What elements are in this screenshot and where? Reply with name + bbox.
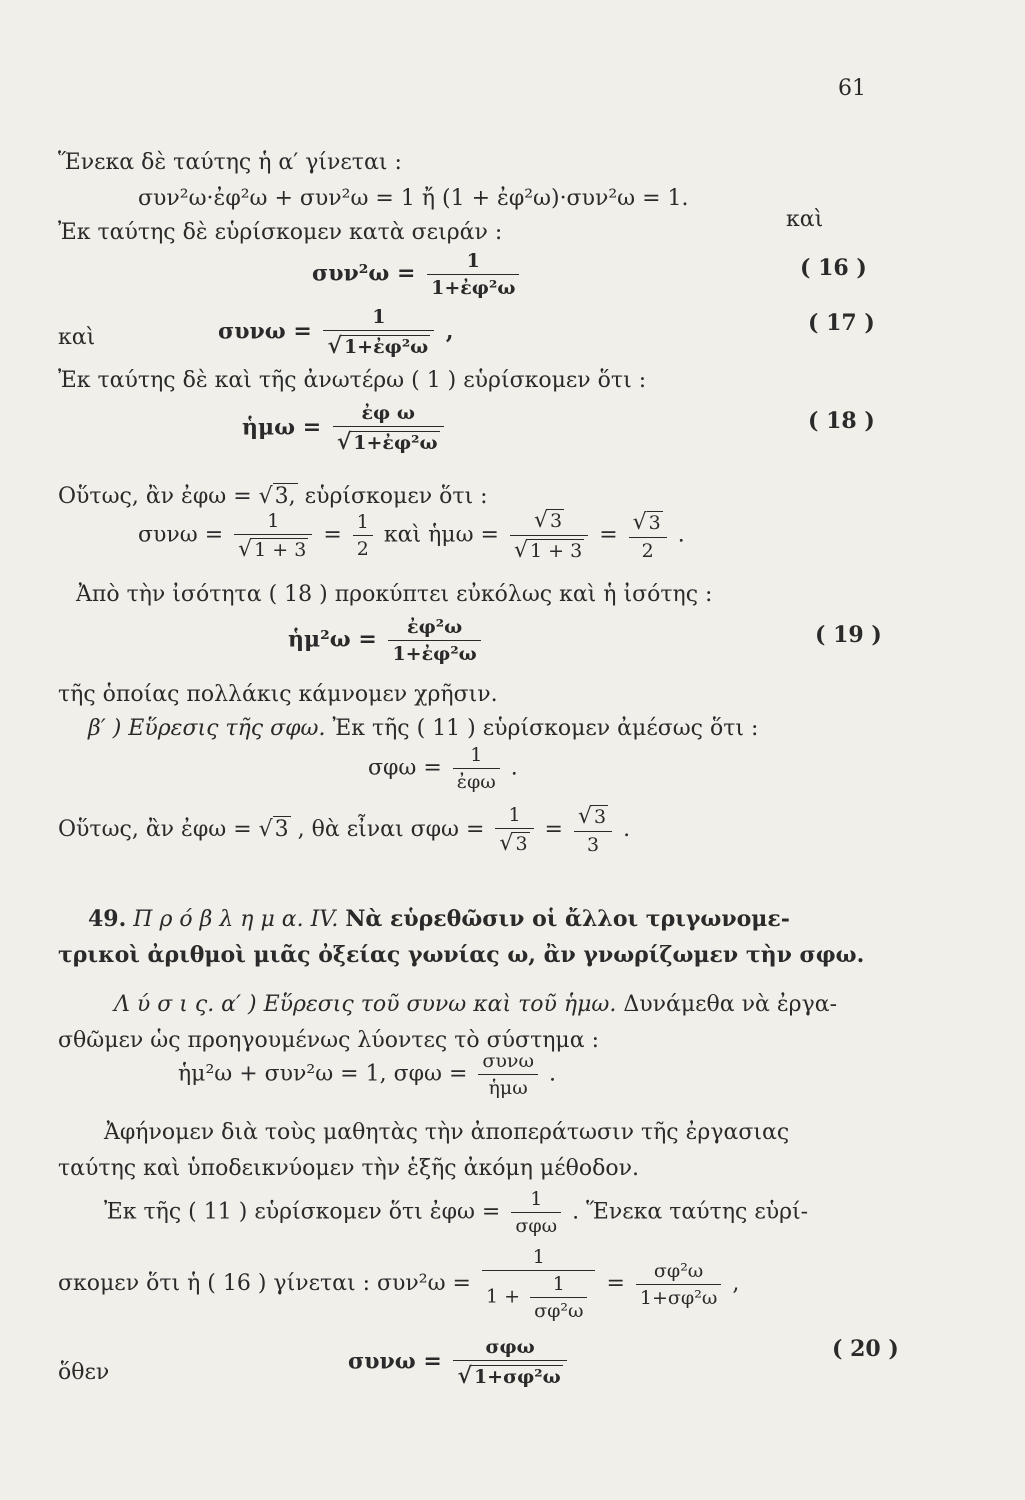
denominator: √ 1+σφ²ω <box>453 1360 566 1389</box>
equation-20 <box>348 1336 571 1389</box>
radicand: 1+ἐφ²ω <box>343 336 429 358</box>
problem-label: Π ρ ό β λ η μ α. IV. <box>133 907 339 932</box>
equation-lhs: συνω = <box>138 522 224 548</box>
denominator: 2 <box>629 537 667 562</box>
page-number: 61 <box>838 76 866 101</box>
fraction <box>453 744 500 793</box>
equation-19 <box>288 616 485 665</box>
fraction <box>574 804 612 856</box>
period: . <box>510 755 518 781</box>
text-line: Ἀπὸ τὴν ἰσότητα ( 18 ) προκύπτει εὐκόλως καὶ ἡ ἰσότης : <box>76 582 713 607</box>
numerator: σφ²ω <box>653 1259 704 1282</box>
equation-number: ( 20 ) <box>832 1336 899 1362</box>
text-span: Ἐκ τῆς ( 11 ) εὑρίσκομεν ἀμέσως ὅτι : <box>332 716 759 741</box>
equation-number: ( 17 ) <box>808 310 875 336</box>
fraction <box>478 1050 538 1099</box>
equation-cot <box>368 744 518 793</box>
text-span: . Ἕνεκα ταύτης εὑρί- <box>572 1199 809 1225</box>
denominator: ἡμω <box>478 1074 538 1099</box>
denominator: √ 3 <box>495 828 533 856</box>
text-word: καὶ <box>58 325 96 350</box>
fraction <box>388 616 480 665</box>
sqrt: √3, <box>258 484 296 509</box>
fraction <box>629 510 667 562</box>
numerator: √ 3 <box>534 508 563 533</box>
numerator: συνω <box>482 1050 534 1072</box>
equation-lhs: σφω = <box>368 755 442 781</box>
fraction <box>453 1336 566 1389</box>
radicand: 3, <box>274 484 296 509</box>
fraction <box>323 306 434 359</box>
fraction <box>530 1273 587 1322</box>
comma: , <box>445 318 454 345</box>
equals-sign: = <box>323 522 342 548</box>
radicand: 3 <box>594 806 607 828</box>
numerator: 1 <box>466 250 480 272</box>
period: . <box>677 522 685 548</box>
radicand: 1+ἐφ²ω <box>353 432 438 454</box>
fraction <box>495 804 533 856</box>
text-line: σθῶμεν ὡς προηγουμένως λύοντες τὸ σύστημα : <box>58 1028 599 1053</box>
text-span: ἡμ²ω + συν²ω = 1, σφω = <box>178 1061 468 1087</box>
radicand: 3 <box>274 817 289 842</box>
equation-line <box>58 804 630 856</box>
text-span: Οὕτως, ἂν ἐφω = <box>58 484 252 509</box>
equation-lhs: συνω = <box>348 1348 442 1375</box>
text-line: Ἐκ ταύτης δὲ εὑρίσκομεν κατὰ σειράν : <box>58 220 503 245</box>
text-line <box>58 484 488 509</box>
equals-sign: = <box>606 1271 625 1296</box>
numerator: σφω <box>485 1336 535 1358</box>
fraction <box>482 1246 596 1322</box>
denominator: 2 <box>353 535 373 560</box>
fraction <box>333 402 444 455</box>
numerator: 1 <box>372 306 386 328</box>
equals-sign: = <box>599 522 618 548</box>
solution-heading: Λ ύ σ ι ς. α′ ) Εὕρεσις τοῦ συνω καὶ τοῦ ἡμω. <box>114 992 617 1017</box>
period: . <box>548 1061 556 1087</box>
equation-example <box>138 508 685 563</box>
equation-lhs: συν²ω = <box>312 260 416 287</box>
equation-system <box>178 1050 556 1099</box>
radicand: 1+σφ²ω <box>473 1366 561 1388</box>
text-span: , θὰ εἶναι σφω = <box>297 817 485 842</box>
fraction <box>510 508 588 563</box>
subsection-heading: β′ ) Εὕρεσις τῆς σφω. <box>88 716 326 741</box>
text-span: Ἐκ τῆς ( 11 ) εὑρίσκομεν ὅτι ἐφω = <box>104 1199 501 1225</box>
denominator <box>482 1270 596 1322</box>
equation-16 <box>312 250 523 299</box>
text-span: Οὕτως, ἂν ἐφω = <box>58 817 252 842</box>
fraction <box>427 250 519 299</box>
text-span: 1 + <box>485 1285 521 1308</box>
numerator: ἐφ ω <box>361 402 415 424</box>
numerator: 1 <box>552 1273 565 1295</box>
equation-lhs: ἡμω = <box>242 414 322 441</box>
text-span: καὶ ἡμω = <box>383 522 499 548</box>
equation-lhs: συνω = <box>218 318 312 345</box>
problem-statement: Νὰ εὑρεθῶσιν οἱ ἄλλοι τριγωνομε- <box>345 906 790 932</box>
text-word: ὅθεν <box>58 1360 110 1385</box>
equals-sign: = <box>544 817 563 842</box>
equation-17 <box>218 306 454 359</box>
denominator: √ 1+ἐφ²ω <box>333 426 444 455</box>
problem-heading <box>88 906 790 932</box>
text-span: εὑρίσκομεν ὅτι : <box>304 484 488 509</box>
text-line: Ἐκ ταύτης δὲ καὶ τῆς ἀνωτέρω ( 1 ) εὑρίσκομεν ὅτι : <box>58 368 647 393</box>
denominator: 1+ἐφ²ω <box>388 640 480 665</box>
denominator: ἐφω <box>453 768 500 793</box>
text-line <box>114 992 837 1017</box>
equation-lhs: ἡμ²ω = <box>288 626 377 653</box>
denominator: 1+σφ²ω <box>636 1284 721 1309</box>
text-line: τῆς ὁποίας πολλάκις κάμνομεν χρῆσιν. <box>58 682 498 707</box>
numerator: 1 <box>532 1246 545 1268</box>
numerator: 1 <box>356 511 369 533</box>
radicand: 1 + 3 <box>530 540 583 562</box>
denominator: σφω <box>511 1212 561 1237</box>
radicand: 3 <box>648 511 661 534</box>
numerator: 1 <box>470 744 483 766</box>
text-line <box>58 1246 739 1322</box>
equation-18 <box>242 402 448 455</box>
denominator: σφ²ω <box>530 1297 587 1322</box>
radicand: 1 + 3 <box>254 538 307 561</box>
fraction <box>353 511 373 560</box>
numerator: ἐφ²ω <box>407 616 463 638</box>
fraction <box>636 1260 721 1309</box>
equation-number: ( 16 ) <box>800 255 867 281</box>
text-line <box>104 1188 808 1237</box>
equation-number: ( 19 ) <box>815 622 882 648</box>
text-span: Δυνάμεθα νὰ ἐργα- <box>623 992 838 1017</box>
sqrt: √3 <box>258 817 289 842</box>
problem-statement-cont: τρικοὶ ἀριθμοὶ μιᾶς ὀξείας γωνίας ω, ἂν γνωρίζωμεν τὴν σφω. <box>58 942 865 968</box>
comma: , <box>732 1271 740 1296</box>
text-line: Ἀφήνομεν διὰ τοὺς μαθητὰς τὴν ἀποπεράτωσιν τῆς ἐργασιας <box>104 1120 790 1145</box>
numerator: √ 3 <box>632 509 661 535</box>
radicand: 3 <box>550 510 563 532</box>
text-line: Ἕνεκα δὲ ταύτης ἡ α′ γίνεται : <box>58 150 402 175</box>
equation-line: συν²ω·ἐφ²ω + συν²ω = 1 ἤ (1 + ἐφ²ω)·συν²ω = 1. <box>138 186 689 211</box>
denominator: 1+ἐφ²ω <box>427 274 519 299</box>
text-line <box>88 716 758 741</box>
denominator: 3 <box>574 831 612 856</box>
period: . <box>623 817 631 842</box>
numerator: 1 <box>530 1188 543 1210</box>
fraction <box>234 510 312 562</box>
text-span: σκομεν ὅτι ἡ ( 16 ) γίνεται : συν²ω = <box>58 1271 471 1296</box>
numerator: 1 <box>508 804 521 826</box>
equation-number: ( 18 ) <box>808 408 875 434</box>
text-word: καὶ <box>786 207 824 232</box>
denominator: √ 1+ἐφ²ω <box>323 330 434 359</box>
problem-number: 49. <box>88 906 127 932</box>
text-line: ταύτης καὶ ὑποδεικνύομεν τὴν ἑξῆς ἀκόμη μέθοδον. <box>58 1156 639 1181</box>
denominator: √ 1 + 3 <box>234 534 312 562</box>
fraction <box>511 1188 561 1237</box>
numerator: 1 <box>267 509 280 532</box>
radicand: 3 <box>515 833 528 855</box>
numerator: √ 3 <box>577 804 607 829</box>
denominator: √ 1 + 3 <box>510 535 588 563</box>
